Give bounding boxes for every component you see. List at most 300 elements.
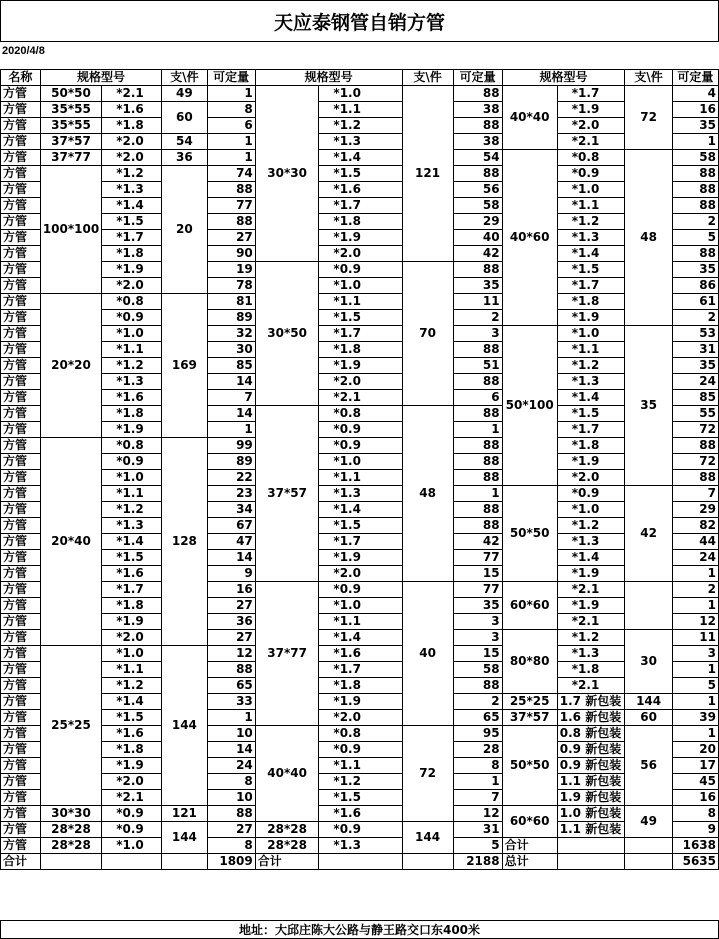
sec3-grade: *1.8 bbox=[557, 294, 625, 310]
sec1-size: 20*40 bbox=[40, 438, 101, 646]
sec3-qty: 24 bbox=[672, 550, 718, 566]
sec2-qty: 40 bbox=[453, 230, 502, 246]
sec1-pcs: 169 bbox=[162, 294, 207, 438]
sec2-grade: *1.4 bbox=[319, 150, 402, 166]
sec1-qty: 8 bbox=[207, 102, 255, 118]
table-row bbox=[1, 710, 719, 726]
sec2-size: 37*57 bbox=[255, 406, 319, 582]
sec2-qty: 88 bbox=[453, 342, 502, 358]
sec1-qty: 67 bbox=[207, 518, 255, 534]
sec1-size: 20*20 bbox=[40, 294, 101, 438]
sec3-grade: *2.1 bbox=[557, 678, 625, 694]
table-row bbox=[1, 374, 719, 390]
name-cell: 方管 bbox=[1, 358, 41, 374]
sec2-grade: *2.0 bbox=[319, 566, 402, 582]
sec2-grade: *1.7 bbox=[319, 198, 402, 214]
name-cell: 方管 bbox=[1, 614, 41, 630]
sec3-pcs bbox=[625, 582, 673, 630]
table-row bbox=[1, 390, 719, 406]
sec1-qty: 90 bbox=[207, 246, 255, 262]
sec1-grade: *2.0 bbox=[102, 774, 162, 790]
table-row bbox=[1, 742, 719, 758]
table-row bbox=[1, 278, 719, 294]
name-cell: 方管 bbox=[1, 790, 41, 806]
sec2-grade: *1.5 bbox=[319, 518, 402, 534]
sec1-grade: *1.4 bbox=[102, 198, 162, 214]
sec3-grade: *0.9 bbox=[557, 486, 625, 502]
sec3-grade: *2.0 bbox=[557, 470, 625, 486]
sec2-grade: *0.9 bbox=[319, 822, 402, 838]
sec1-qty: 1 bbox=[207, 710, 255, 726]
sec2-qty: 88 bbox=[453, 502, 502, 518]
name-cell: 方管 bbox=[1, 438, 41, 454]
sec1-size: 100*100 bbox=[40, 166, 101, 294]
table-row bbox=[1, 614, 719, 630]
sec2-grade: *1.1 bbox=[319, 102, 402, 118]
sec1-size: 28*28 bbox=[40, 838, 101, 854]
sec1-grade: *1.8 bbox=[102, 598, 162, 614]
name-cell: 方管 bbox=[1, 710, 41, 726]
sec1-qty: 27 bbox=[207, 630, 255, 646]
sec2-qty: 88 bbox=[453, 118, 502, 134]
sec3-qty: 35 bbox=[672, 118, 718, 134]
sec3-grade: 1.1 新包装 bbox=[557, 774, 625, 790]
sec1-qty: 27 bbox=[207, 230, 255, 246]
sec3-qty: 8 bbox=[672, 806, 718, 822]
sec2-qty: 88 bbox=[453, 518, 502, 534]
sec3-size: 60*60 bbox=[502, 582, 557, 630]
sec3-qty: 1 bbox=[672, 566, 718, 582]
sec3-qty: 12 bbox=[672, 614, 718, 630]
sec2-grade: *1.8 bbox=[319, 214, 402, 230]
sec1-grade: *1.1 bbox=[102, 486, 162, 502]
sec2-qty: 1 bbox=[453, 774, 502, 790]
sec3-qty: 35 bbox=[672, 262, 718, 278]
sec2-qty: 58 bbox=[453, 662, 502, 678]
sec1-qty: 32 bbox=[207, 326, 255, 342]
sec3-qty: 53 bbox=[672, 326, 718, 342]
sec2-grade: *1.0 bbox=[319, 598, 402, 614]
sec1-grade: *0.9 bbox=[102, 310, 162, 326]
sec3-size: 50*100 bbox=[502, 326, 557, 486]
sec3-grade: *1.2 bbox=[557, 518, 625, 534]
sec3-grade: 1.1 新包装 bbox=[557, 822, 625, 838]
sec3-qty: 16 bbox=[672, 102, 718, 118]
sec3-qty: 11 bbox=[672, 630, 718, 646]
sec1-grade: *1.4 bbox=[102, 534, 162, 550]
sec1-qty: 36 bbox=[207, 614, 255, 630]
table-row bbox=[1, 470, 719, 486]
sec3-subtotal-blank bbox=[625, 838, 673, 854]
sec1-qty: 65 bbox=[207, 678, 255, 694]
sec3-grade: *1.9 bbox=[557, 102, 625, 118]
header-qty-1: 可定量 bbox=[207, 70, 255, 86]
name-cell: 方管 bbox=[1, 726, 41, 742]
name-cell: 方管 bbox=[1, 470, 41, 486]
sec2-grade: *1.3 bbox=[319, 838, 402, 854]
sec3-grade: *2.1 bbox=[557, 582, 625, 598]
sec2-qty: 88 bbox=[453, 438, 502, 454]
header-spec-3: 规格型号 bbox=[502, 70, 625, 86]
sec2-size: 30*50 bbox=[255, 262, 319, 406]
sec2-grade: *0.9 bbox=[319, 438, 402, 454]
sec1-grade: *0.9 bbox=[102, 822, 162, 838]
table-row bbox=[1, 598, 719, 614]
sec2-qty: 88 bbox=[453, 374, 502, 390]
sec2-qty: 88 bbox=[453, 454, 502, 470]
table-row bbox=[1, 678, 719, 694]
name-cell: 方管 bbox=[1, 758, 41, 774]
sec1-qty: 99 bbox=[207, 438, 255, 454]
sec3-qty: 20 bbox=[672, 742, 718, 758]
table-row bbox=[1, 758, 719, 774]
name-cell: 方管 bbox=[1, 246, 41, 262]
sec1-grade: *2.1 bbox=[102, 790, 162, 806]
table-row bbox=[1, 86, 719, 102]
sec1-qty: 74 bbox=[207, 166, 255, 182]
sec1-grade: *1.7 bbox=[102, 582, 162, 598]
name-cell: 方管 bbox=[1, 422, 41, 438]
table-row bbox=[1, 486, 719, 502]
sec3-qty: 3 bbox=[672, 646, 718, 662]
total-2-label: 合计 bbox=[255, 854, 319, 870]
sec1-size: 37*77 bbox=[40, 150, 101, 166]
sec1-qty: 88 bbox=[207, 662, 255, 678]
sec1-grade: *2.0 bbox=[102, 278, 162, 294]
sec1-grade: *1.5 bbox=[102, 550, 162, 566]
table-row bbox=[1, 694, 719, 710]
sec1-pcs: 20 bbox=[162, 166, 207, 294]
sec2-grade: *1.7 bbox=[319, 662, 402, 678]
sec3-grade: *0.9 bbox=[557, 166, 625, 182]
sec3-grade: *1.3 bbox=[557, 646, 625, 662]
sec3-grade: *1.7 bbox=[557, 86, 625, 102]
sec3-size: 40*40 bbox=[502, 86, 557, 150]
name-cell: 方管 bbox=[1, 662, 41, 678]
table-row bbox=[1, 214, 719, 230]
sec1-size: 30*30 bbox=[40, 806, 101, 822]
sec1-grade: *2.0 bbox=[102, 134, 162, 150]
sec3-qty: 88 bbox=[672, 198, 718, 214]
sec2-qty: 88 bbox=[453, 678, 502, 694]
sec2-grade: *0.9 bbox=[319, 742, 402, 758]
sec1-grade: *1.9 bbox=[102, 262, 162, 278]
sec2-pcs: 121 bbox=[402, 86, 453, 262]
sec2-grade: *0.8 bbox=[319, 726, 402, 742]
sec1-qty: 9 bbox=[207, 566, 255, 582]
sec1-pcs: 144 bbox=[162, 822, 207, 854]
header-pcs-1: 支\件 bbox=[162, 70, 207, 86]
sec1-qty: 30 bbox=[207, 342, 255, 358]
sec1-grade: *1.9 bbox=[102, 422, 162, 438]
sec1-qty: 27 bbox=[207, 822, 255, 838]
sec3-grade: *1.1 bbox=[557, 342, 625, 358]
sec2-size: 30*30 bbox=[255, 86, 319, 262]
sec1-qty: 47 bbox=[207, 534, 255, 550]
table-row bbox=[1, 790, 719, 806]
sec2-qty: 35 bbox=[453, 278, 502, 294]
table-row bbox=[1, 534, 719, 550]
sec3-grade: *1.1 bbox=[557, 198, 625, 214]
table-row bbox=[1, 806, 719, 822]
name-cell: 方管 bbox=[1, 742, 41, 758]
sec3-qty: 88 bbox=[672, 246, 718, 262]
sec2-qty: 7 bbox=[453, 790, 502, 806]
table-row bbox=[1, 630, 719, 646]
sec2-qty: 1 bbox=[453, 422, 502, 438]
total-blank bbox=[625, 854, 673, 870]
name-cell: 方管 bbox=[1, 806, 41, 822]
sec1-qty: 85 bbox=[207, 358, 255, 374]
name-cell: 方管 bbox=[1, 150, 41, 166]
sec1-qty: 8 bbox=[207, 774, 255, 790]
sec2-pcs: 40 bbox=[402, 582, 453, 726]
sec2-grade: *2.0 bbox=[319, 374, 402, 390]
sec1-size: 50*50 bbox=[40, 86, 101, 102]
sec1-qty: 6 bbox=[207, 118, 255, 134]
header-qty-2: 可定量 bbox=[453, 70, 502, 86]
sec1-qty: 7 bbox=[207, 390, 255, 406]
sec1-grade: *1.1 bbox=[102, 662, 162, 678]
sec2-qty: 35 bbox=[453, 598, 502, 614]
sec2-grade: *1.6 bbox=[319, 646, 402, 662]
sec2-grade: *0.9 bbox=[319, 582, 402, 598]
sec1-grade: *2.1 bbox=[102, 86, 162, 102]
table-row bbox=[1, 150, 719, 166]
sec1-qty: 19 bbox=[207, 262, 255, 278]
total-blank bbox=[102, 854, 162, 870]
sec3-qty: 2 bbox=[672, 214, 718, 230]
name-cell: 方管 bbox=[1, 678, 41, 694]
sec3-grade: 1.7 新包装 bbox=[557, 694, 625, 710]
sec2-grade: *2.0 bbox=[319, 710, 402, 726]
sec2-size: 28*28 bbox=[255, 838, 319, 854]
name-cell: 方管 bbox=[1, 294, 41, 310]
sec3-grade: *1.0 bbox=[557, 182, 625, 198]
sec2-qty: 88 bbox=[453, 470, 502, 486]
sec1-pcs: 128 bbox=[162, 438, 207, 646]
sec2-grade: *1.3 bbox=[319, 134, 402, 150]
sec2-grade: *1.7 bbox=[319, 534, 402, 550]
sec3-grade: *1.4 bbox=[557, 390, 625, 406]
sec3-qty: 44 bbox=[672, 534, 718, 550]
sec3-grade: *1.9 bbox=[557, 566, 625, 582]
sec2-qty: 58 bbox=[453, 198, 502, 214]
sec3-pcs: 49 bbox=[625, 806, 673, 838]
sec1-grade: *1.6 bbox=[102, 390, 162, 406]
sec2-qty: 6 bbox=[453, 390, 502, 406]
header-qty-3: 可定量 bbox=[672, 70, 718, 86]
sec1-qty: 16 bbox=[207, 582, 255, 598]
table-row bbox=[1, 358, 719, 374]
sec3-grade: *1.3 bbox=[557, 534, 625, 550]
sec1-grade: *1.2 bbox=[102, 678, 162, 694]
sec2-qty: 3 bbox=[453, 614, 502, 630]
sec1-size: 35*55 bbox=[40, 102, 101, 118]
sec1-qty: 81 bbox=[207, 294, 255, 310]
sec3-grade: *1.8 bbox=[557, 662, 625, 678]
sec2-grade: *1.9 bbox=[319, 550, 402, 566]
sec1-pcs: 144 bbox=[162, 646, 207, 806]
table-row bbox=[1, 262, 719, 278]
sec1-grade: *1.6 bbox=[102, 726, 162, 742]
sec2-grade: *1.9 bbox=[319, 694, 402, 710]
sec1-grade: *1.6 bbox=[102, 102, 162, 118]
sec1-grade: *0.8 bbox=[102, 294, 162, 310]
name-cell: 方管 bbox=[1, 86, 41, 102]
table-row bbox=[1, 182, 719, 198]
sec2-pcs: 48 bbox=[402, 406, 453, 582]
inventory-table bbox=[0, 69, 719, 870]
name-cell: 方管 bbox=[1, 838, 41, 854]
grand-total-value: 5635 bbox=[672, 854, 718, 870]
sec2-qty: 95 bbox=[453, 726, 502, 742]
sec3-pcs: 60 bbox=[625, 710, 673, 726]
table-row bbox=[1, 326, 719, 342]
sec1-grade: *1.2 bbox=[102, 358, 162, 374]
sec1-qty: 1 bbox=[207, 86, 255, 102]
sec2-qty: 8 bbox=[453, 758, 502, 774]
sec1-grade: *1.0 bbox=[102, 838, 162, 854]
name-cell: 方管 bbox=[1, 182, 41, 198]
sec3-pcs: 72 bbox=[625, 86, 673, 150]
sec2-size: 40*40 bbox=[255, 726, 319, 822]
sec3-pcs: 48 bbox=[625, 150, 673, 326]
total-blank bbox=[162, 854, 207, 870]
total-blank bbox=[319, 854, 402, 870]
sec3-size: 40*60 bbox=[502, 150, 557, 326]
sec1-grade: *1.8 bbox=[102, 742, 162, 758]
sec3-qty: 2 bbox=[672, 582, 718, 598]
sec1-grade: *1.0 bbox=[102, 646, 162, 662]
sec1-grade: *0.9 bbox=[102, 454, 162, 470]
table-row bbox=[1, 102, 719, 118]
sec3-qty: 16 bbox=[672, 790, 718, 806]
sec3-qty: 5 bbox=[672, 230, 718, 246]
name-cell: 方管 bbox=[1, 454, 41, 470]
name-cell: 方管 bbox=[1, 214, 41, 230]
total-1-value: 1809 bbox=[207, 854, 255, 870]
sec3-qty: 1 bbox=[672, 134, 718, 150]
sec2-qty: 12 bbox=[453, 806, 502, 822]
sec2-grade: *1.4 bbox=[319, 630, 402, 646]
sec1-qty: 89 bbox=[207, 310, 255, 326]
sec1-pcs: 60 bbox=[162, 102, 207, 134]
sec1-qty: 1 bbox=[207, 134, 255, 150]
sec3-size: 50*50 bbox=[502, 486, 557, 582]
sec3-grade: *1.2 bbox=[557, 214, 625, 230]
sec3-grade: *2.1 bbox=[557, 614, 625, 630]
sec3-size: 60*60 bbox=[502, 806, 557, 838]
sec3-size: 25*25 bbox=[502, 694, 557, 710]
sec3-qty: 4 bbox=[672, 86, 718, 102]
name-cell: 方管 bbox=[1, 534, 41, 550]
sec3-pcs: 35 bbox=[625, 326, 673, 486]
total-2-value: 2188 bbox=[453, 854, 502, 870]
sec3-qty: 17 bbox=[672, 758, 718, 774]
sec1-qty: 12 bbox=[207, 646, 255, 662]
sec1-grade: *1.9 bbox=[102, 614, 162, 630]
sec3-qty: 82 bbox=[672, 518, 718, 534]
table-row bbox=[1, 502, 719, 518]
sec3-pcs: 30 bbox=[625, 630, 673, 694]
sec1-grade: *1.1 bbox=[102, 342, 162, 358]
sec2-qty: 42 bbox=[453, 534, 502, 550]
name-cell: 方管 bbox=[1, 582, 41, 598]
sec3-qty: 88 bbox=[672, 470, 718, 486]
sec2-grade: *1.2 bbox=[319, 118, 402, 134]
sec1-grade: *1.0 bbox=[102, 470, 162, 486]
header-row bbox=[1, 70, 719, 86]
table-row bbox=[1, 518, 719, 534]
sec2-qty: 11 bbox=[453, 294, 502, 310]
sec1-qty: 23 bbox=[207, 486, 255, 502]
sec3-qty: 1 bbox=[672, 662, 718, 678]
sec1-grade: *1.9 bbox=[102, 758, 162, 774]
name-cell: 方管 bbox=[1, 278, 41, 294]
sec3-grade: *1.9 bbox=[557, 598, 625, 614]
total-blank bbox=[40, 854, 101, 870]
header-spec-1: 规格型号 bbox=[40, 70, 161, 86]
total-blank bbox=[557, 854, 625, 870]
sec3-grade: 1.9 新包装 bbox=[557, 790, 625, 806]
sec2-pcs: 72 bbox=[402, 726, 453, 822]
sec3-grade: 0.9 新包装 bbox=[557, 742, 625, 758]
sec3-qty: 86 bbox=[672, 278, 718, 294]
sec2-grade: *1.5 bbox=[319, 310, 402, 326]
sec1-grade: *1.5 bbox=[102, 710, 162, 726]
sec3-qty: 88 bbox=[672, 182, 718, 198]
table-row bbox=[1, 566, 719, 582]
sec1-qty: 24 bbox=[207, 758, 255, 774]
sec1-qty: 14 bbox=[207, 550, 255, 566]
name-cell: 方管 bbox=[1, 102, 41, 118]
sec1-size: 28*28 bbox=[40, 822, 101, 838]
name-cell: 方管 bbox=[1, 406, 41, 422]
sec1-grade: *2.0 bbox=[102, 630, 162, 646]
table-row bbox=[1, 662, 719, 678]
sec1-grade: *1.7 bbox=[102, 230, 162, 246]
sec3-grade: 1.6 新包装 bbox=[557, 710, 625, 726]
sec3-qty: 58 bbox=[672, 150, 718, 166]
sec2-qty: 77 bbox=[453, 582, 502, 598]
sec3-qty: 24 bbox=[672, 374, 718, 390]
table-row bbox=[1, 646, 719, 662]
sec2-qty: 31 bbox=[453, 822, 502, 838]
sec3-pcs: 42 bbox=[625, 486, 673, 582]
sec3-grade: *2.0 bbox=[557, 118, 625, 134]
table-row bbox=[1, 294, 719, 310]
sec3-grade: *1.3 bbox=[557, 374, 625, 390]
sec3-pcs: 56 bbox=[625, 726, 673, 806]
sec2-qty: 88 bbox=[453, 262, 502, 278]
sec3-size: 37*57 bbox=[502, 710, 557, 726]
name-cell: 方管 bbox=[1, 118, 41, 134]
sec3-grade: *0.8 bbox=[557, 150, 625, 166]
name-cell: 方管 bbox=[1, 486, 41, 502]
sec2-grade: *0.9 bbox=[319, 422, 402, 438]
sec2-grade: *1.2 bbox=[319, 774, 402, 790]
name-cell: 方管 bbox=[1, 694, 41, 710]
sec3-grade: *1.0 bbox=[557, 502, 625, 518]
sec1-grade: *2.0 bbox=[102, 150, 162, 166]
table-row bbox=[1, 454, 719, 470]
table-row bbox=[1, 774, 719, 790]
table-row bbox=[1, 246, 719, 262]
sec1-qty: 78 bbox=[207, 278, 255, 294]
sec1-size: 25*25 bbox=[40, 646, 101, 806]
sec3-qty: 35 bbox=[672, 358, 718, 374]
